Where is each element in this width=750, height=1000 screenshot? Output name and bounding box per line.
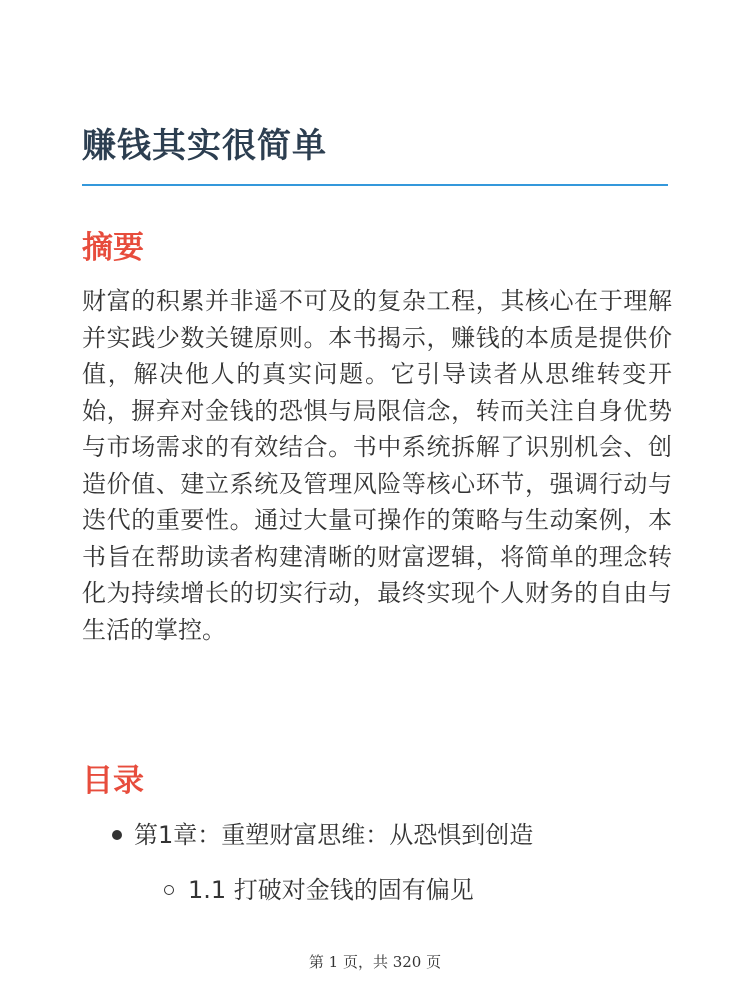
toc-chapter-item[interactable] [82, 815, 672, 904]
abstract-paragraph: 财富的积累并非遥不可及的复杂工程，其核心在于理解并实践少数关键原则。本书揭示，赚钱的本质是提供价值，解决他人的真实问题。它引导读者从思维转变开始，摒弃对金钱的恐惧与局限信念，转而关注自身优势与市场需求的有效结合。书中系统拆解了识别机会、创造价值、建立系统及管理风险等核心环节，强调行动与迭代的重要性。通过大量可操作的策略与生动案例，本书旨在帮助读者构建清晰的财富逻辑，将简单的理念转化为持续增长的切实行动，最终实现个人财务的自由与生活的掌控。 [82, 287, 672, 644]
toc-heading: 目录 [82, 763, 144, 799]
title-divider [82, 184, 668, 186]
toc-list [82, 815, 672, 904]
bullet-circle-icon [164, 885, 174, 895]
toc-section-item[interactable] [82, 870, 672, 910]
toc-section-label: 1.1 打破对金钱的固有偏见 [188, 876, 474, 904]
book-title: 赚钱其实很简单 [82, 126, 327, 166]
abstract-heading: 摘要 [82, 230, 144, 266]
page-number-footer: 第 1 页，共 320 页 [308, 953, 442, 971]
toc-chapter-label: 第1章：重塑财富思维：从恐惧到创造 [134, 821, 534, 849]
bullet-disc-icon [112, 830, 122, 840]
